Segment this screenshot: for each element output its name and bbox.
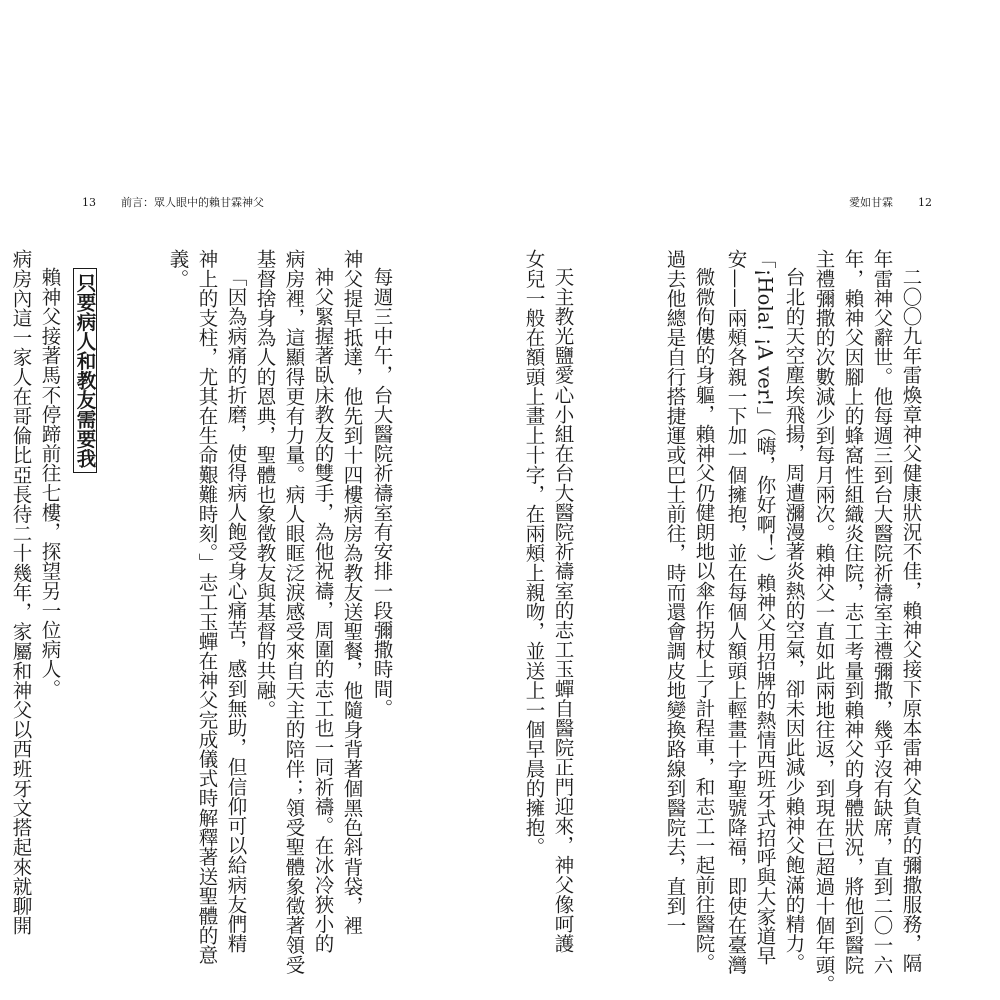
- right-running-title: 愛如甘霖: [849, 196, 893, 209]
- text-column: 病房內這一家人在哥倫比亞長待二十幾年，家屬和神父以西班牙文搭起來就聊開: [9, 249, 33, 935]
- text-column: 台北的天空塵埃飛揚，周遭瀰漫著炎熱的空氣，卻未因此減少賴神父飽滿的精力。: [782, 267, 806, 973]
- section-heading: 只要病人和教友需要我: [73, 268, 97, 473]
- left-page-header: [82, 196, 264, 210]
- text-column: 義。: [166, 249, 190, 289]
- text-column: 過去他總是自行搭捷運或巴士前往，時而還會調皮地變換路線到醫院去，直到一: [663, 249, 687, 935]
- text-column: 主禮彌撒的次數減少到每月兩次。賴神父一直如此兩地往返，到現在已超過十個年頭。: [812, 249, 836, 994]
- text-column: 「因為病痛的折磨，使得病人飽受身心痛苦，感到無助，但信仰可以給病友們精: [224, 267, 248, 953]
- left-page-number: 13: [82, 196, 96, 209]
- text-column: 「¡Hola! ¡A ver!」（嗨，你好啊！）賴神父用招牌的熱情西班牙式招呼與大家道早: [753, 249, 777, 965]
- text-column: 年雷神父辭世。他每週三到台大醫院祈禱室主禮彌撒，幾乎沒有缺席，直到二〇一六: [870, 249, 894, 975]
- text-column: 微微佝僂的身軀，賴神父仍健朗地以傘作拐杖上了計程車，和志工一起前往醫院。: [692, 267, 716, 973]
- text-column: 神上的支柱，尤其在生命艱難時刻。」志工玉蟬在神父完成儀式時解釋著送聖體的意: [195, 249, 219, 965]
- text-column: 二〇〇九年雷煥章神父健康狀況不佳，賴神父接下原本雷神父負責的彌撒服務，隔: [899, 267, 923, 973]
- text-column: 賴神父接著馬不停蹄前往七樓，探望另一位病人。: [38, 267, 62, 699]
- text-column: 神父緊握著臥床教友的雙手，為他祝禱，周圍的志工也一同祈禱。在冰冷狹小的: [311, 267, 335, 953]
- right-page-header: [849, 196, 932, 210]
- right-page-number: 12: [918, 196, 932, 209]
- text-column: 年，賴神父因腳上的蜂窩性組織炎住院，志工考量到賴神父的身體狀況，將他到醫院: [841, 249, 865, 975]
- left-running-title: 前言：眾人眼中的賴甘霖神父: [121, 196, 264, 209]
- text-column: 基督捨身為人的恩典，聖體也象徵教友與基督的共融。: [253, 249, 277, 720]
- text-column: 神父提早抵達，他先到十四樓病房為教友送聖餐，他隨身背著個黑色斜背袋，裡: [340, 249, 364, 935]
- text-column: 安——兩頰各親一下加一個擁抱，並在每個人額頭上輕畫十字聖號降福，即使在臺灣: [724, 249, 748, 975]
- text-column: 病房裡，這顯得更有力量。病人眼眶泛淚感受來自天主的陪伴；領受聖體象徵著領受: [282, 249, 306, 975]
- text-column: 女兒一般在額頭上畫上十字，在兩頰上親吻，並送上一個早晨的擁抱。: [522, 249, 546, 857]
- text-column: 每週三中午，台大醫院祈禱室有安排一段彌撒時間。: [370, 267, 394, 718]
- text-column: 天主教光鹽愛心小組在台大醫院祈禱室的志工玉蟬自醫院正門迎來，神父像呵護: [551, 267, 575, 953]
